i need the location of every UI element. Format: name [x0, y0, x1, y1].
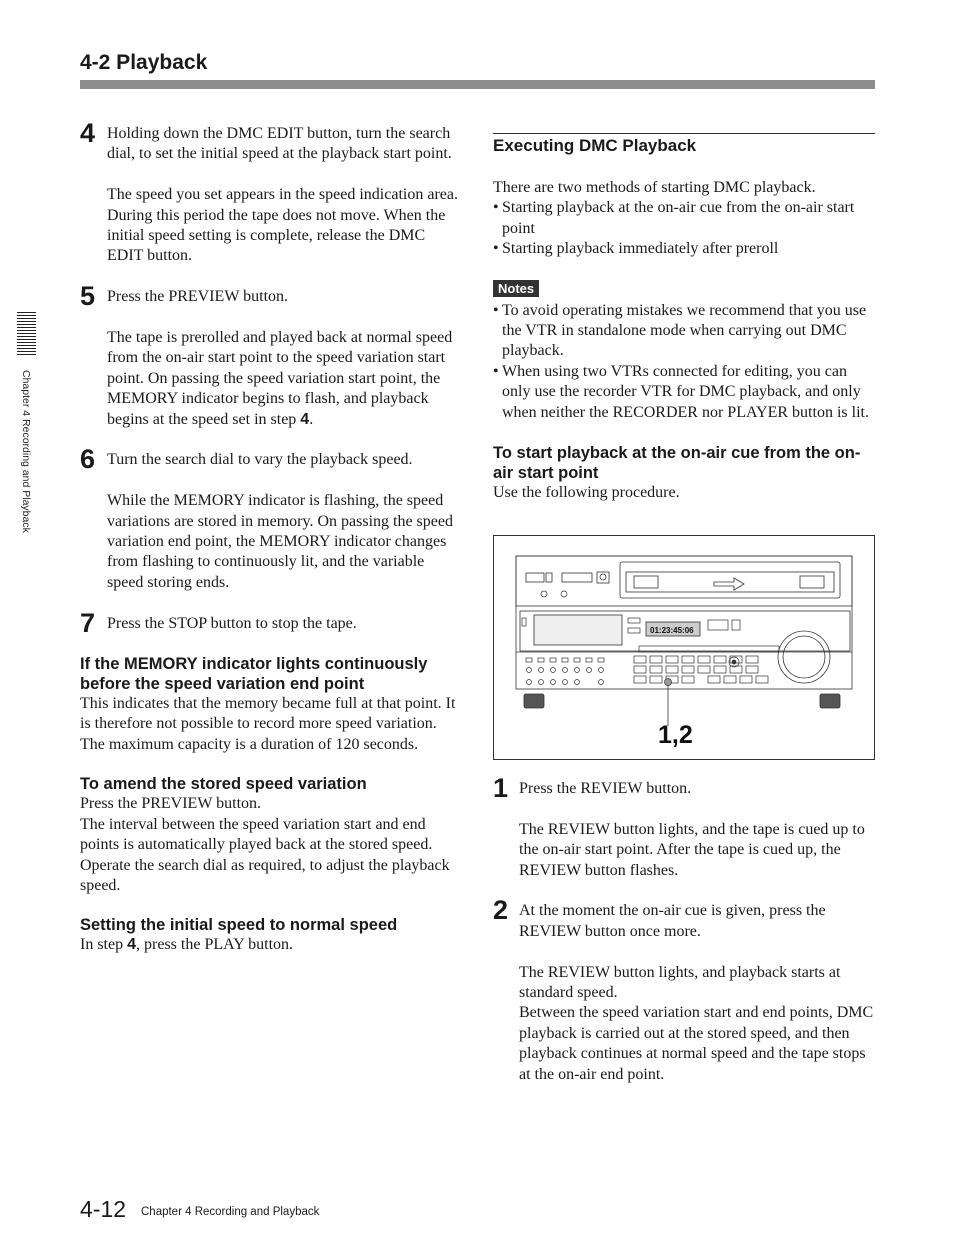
- amend-line-2: The interval between the speed variation start and end points is automatically played back at the stored speed. Operate the search dial as required, to adjust the playback speed.: [80, 815, 450, 894]
- step-text: The tape is prerolled and played back at normal speed from the on-air start point to the speed variation start point. On passing the speed variation start point, the MEMORY indicator begins to flash, and playback begins at the speed set in step 4.: [107, 329, 453, 428]
- step-text: Press the PREVIEW button.: [107, 288, 289, 306]
- step-2: [493, 895, 875, 1085]
- step-7: [80, 607, 464, 638]
- dmc-playback-heading: Executing DMC Playback: [493, 136, 697, 155]
- step-number: 6: [80, 444, 96, 475]
- chapter-side-label: Chapter 4 Recording and Playback: [20, 370, 32, 533]
- cue-heading: To start playback at the on-air cue from the on-air start point: [493, 444, 861, 483]
- right-heading-rule: [493, 133, 875, 134]
- left-column: [80, 118, 464, 956]
- step-4: [80, 118, 464, 267]
- amend-heading: To amend the stored speed variation: [80, 775, 367, 794]
- note-item: • When using two VTRs connected for editing, you can only use the recorder VTR for DMC playback, and only when neither the RECORDER nor PLAYER button is lit.: [493, 362, 875, 423]
- step-text: The speed you set appears in the speed indication area. During this period the tape does not move. When the initial speed setting is complete, release the DMC EDIT button.: [107, 186, 458, 265]
- vtr-illustration: [493, 535, 875, 760]
- step-text: The REVIEW button lights, and playback starts at standard speed.: [519, 963, 841, 1002]
- step-1: [493, 773, 875, 881]
- step-text: Press the STOP button to stop the tape.: [107, 614, 357, 632]
- notes-badge: Notes: [493, 280, 539, 297]
- step-text: Press the REVIEW button.: [519, 780, 692, 797]
- right-column-top: [493, 136, 875, 503]
- step-text: Between the speed variation start and end points, DMC playback is carried out at the stored speed, and then playback continues at normal speed and the tape stops at the on-air end point.: [519, 1004, 874, 1083]
- vtr-front-panel-drawing: [494, 536, 874, 759]
- step-5: [80, 281, 464, 430]
- memory-heading: If the MEMORY indicator lights continuously before the speed variation end point: [80, 655, 428, 694]
- step-number: 4: [80, 118, 96, 148]
- initial-speed-heading: Setting the initial speed to normal speed: [80, 916, 398, 935]
- step-text: The REVIEW button lights, and the tape is cued up to the on-air start point. After the tape is cued up, the REVIEW button flashes.: [519, 820, 865, 879]
- step-number: 2: [493, 895, 509, 926]
- step-6: [80, 444, 464, 593]
- step-number: 1: [493, 773, 509, 803]
- initial-speed-body: In step 4, press the PLAY button.: [80, 936, 294, 954]
- intro-text: There are two methods of starting DMC playback.: [493, 179, 816, 196]
- step-text: Turn the search dial to vary the playback speed.: [107, 451, 413, 469]
- step-reference: 4: [300, 410, 310, 428]
- memory-body: This indicates that the memory became full at that point. It is therefore not possible to record more speed variation. The maximum capacity is a duration of 120 seconds.: [80, 695, 456, 753]
- cue-intro: Use the following procedure.: [493, 484, 680, 502]
- method-item: • Starting playback immediately after preroll: [493, 239, 875, 259]
- method-item: • Starting playback at the on-air cue from the on-air start point: [493, 198, 875, 239]
- step-number: 5: [80, 281, 96, 312]
- right-column-steps: [493, 773, 875, 1085]
- step-text: At the moment the on-air cue is given, press the REVIEW button once more.: [519, 902, 826, 940]
- figure-callout: 1,2: [658, 721, 693, 749]
- step-text: Holding down the DMC EDIT button, turn the search dial, to set the initial speed at the playback start point.: [107, 125, 452, 163]
- chapter-tab-marker: [17, 312, 36, 356]
- step-text: While the MEMORY indicator is flashing, the speed variations are stored in memory. On passing the speed variation end point, the MEMORY indicator changes from flashing to continuously lit, and the variable speed storing ends.: [107, 492, 453, 591]
- header-rule: [80, 80, 875, 89]
- page-number: 4-12: [80, 1196, 127, 1222]
- amend-line-1: Press the PREVIEW button.: [80, 795, 262, 813]
- note-item: • To avoid operating mistakes we recommend that you use the VTR in standalone mode when carrying out DMC playback.: [493, 301, 875, 362]
- section-title: 4-2 Playback: [80, 51, 208, 74]
- step-number: 7: [80, 607, 96, 638]
- footer-chapter: Chapter 4 Recording and Playback: [141, 1206, 320, 1218]
- timecode-display: 01:23:45:06: [650, 626, 694, 635]
